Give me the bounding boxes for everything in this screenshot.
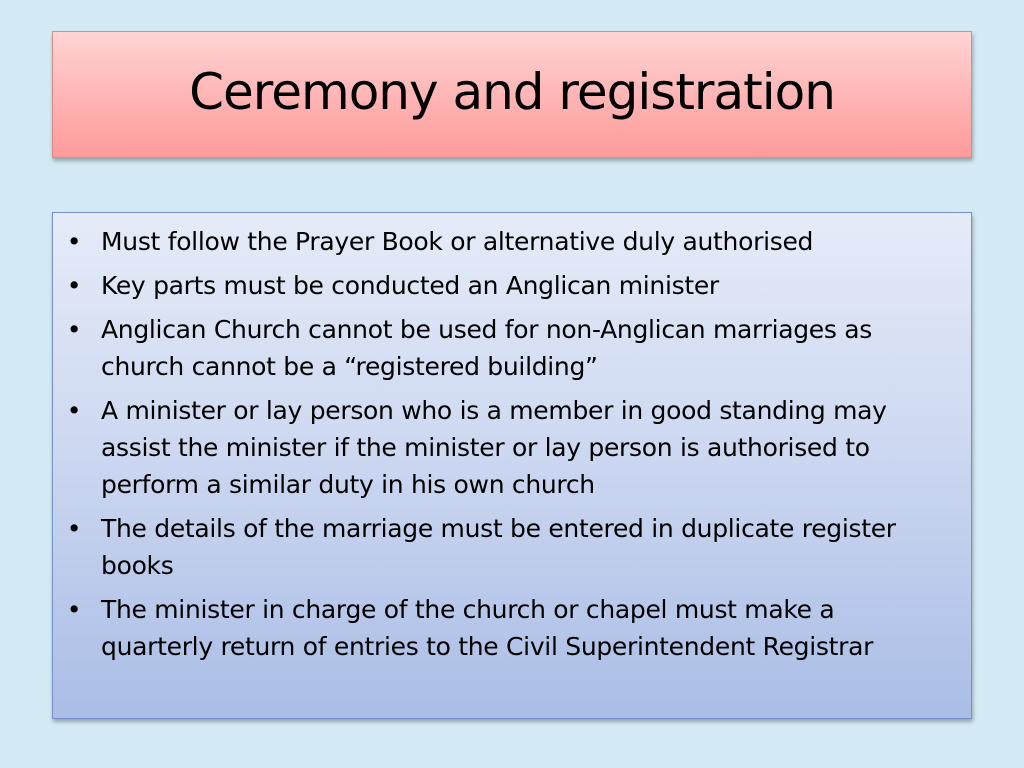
bullet-marker-icon: • bbox=[66, 595, 82, 624]
bullet-text: The details of the marriage must be entered in duplicate register books bbox=[101, 514, 896, 580]
bullet-list bbox=[53, 213, 971, 665]
bullet-item bbox=[61, 311, 951, 385]
bullet-item bbox=[61, 510, 951, 584]
bullet-marker-icon: • bbox=[66, 271, 82, 300]
bullet-marker-icon: • bbox=[66, 396, 82, 425]
bullet-text: Key parts must be conducted an Anglican minister bbox=[101, 271, 719, 300]
bullet-text: A minister or lay person who is a member in good standing may assist the minister if the minister or lay person is authorised to perform a similar duty in his own church bbox=[101, 396, 887, 499]
bullet-panel bbox=[52, 212, 972, 719]
bullet-marker-icon: • bbox=[66, 227, 82, 256]
bullet-item bbox=[61, 223, 951, 260]
bullet-item bbox=[61, 392, 951, 503]
bullet-text: Must follow the Prayer Book or alternative duly authorised bbox=[101, 227, 814, 256]
title-banner bbox=[52, 31, 972, 158]
bullet-item bbox=[61, 267, 951, 304]
bullet-marker-icon: • bbox=[66, 315, 82, 344]
slide-title: Ceremony and registration bbox=[189, 62, 835, 121]
bullet-text: Anglican Church cannot be used for non-Anglican marriages as church cannot be a “registered building” bbox=[101, 315, 873, 381]
bullet-item bbox=[61, 591, 951, 665]
bullet-text: The minister in charge of the church or chapel must make a quarterly return of entries to the Civil Superintendent Registrar bbox=[101, 595, 874, 661]
bullet-marker-icon: • bbox=[66, 514, 82, 543]
